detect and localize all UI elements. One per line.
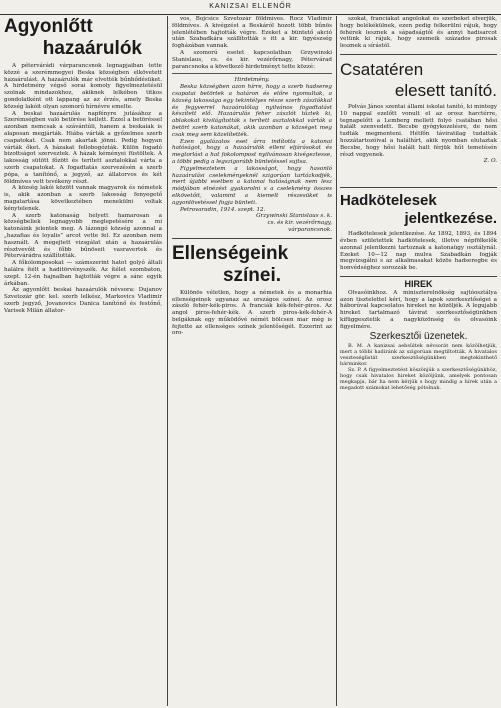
divider	[172, 238, 332, 239]
notice-signature: Grzywinski Stanislaus s. k.	[256, 213, 332, 220]
column-rule	[167, 16, 168, 706]
column-right	[340, 16, 497, 706]
divider	[340, 54, 497, 55]
article-paragraph: A község lakói között vannak magyarok és németek is, akik azonban a szerb lakosság fenyegető magatartása következtében menekülni voltak kénytelenek.	[4, 185, 162, 212]
notice-paragraph: Beska községben azon hírre, hogy a szerb hadsereg csapatai betörtek a határon és előre nyomultak, a község lakossága egy tekintélyes része szerb zászlókkal és fegyverrel hazaárulólag nyilvános fogadtatást készített elő. Hazaárulás feher zászlót tűztek ki, ablakokat kivilágították s terített asztalokkal várták a betört szerb katonákat, akik azonban a községet meg csak meg sem közelítették.	[172, 84, 332, 138]
article-title-line2: jelentkezése.	[404, 210, 497, 228]
editorial-paragraph: Sz. P. A figyelmeztetést köszönjük a szerkesztőségünkhöz, hogy csak hivatalos hireket közöljünk, amelyek pontosan megkapja, bár ha nem kérjük s hogy mindig a hírek után a megadott számokat lehetőség pótolnak.	[340, 367, 497, 392]
notice-signature-rank: cs. és kir. vezérőrnagy,	[267, 220, 332, 227]
article-title-line2: elesett tanító.	[394, 80, 497, 100]
notice-place-date: Petrovaradin, 1914. szept. 12.	[180, 206, 266, 213]
column-middle	[172, 16, 332, 706]
article-paragraph: A beskai hazaárulás napfényre jutásához a Szerémségben való betörése kellett. Ezzel a betöréssel azonban nemcsak a szávántúli, hanem a beskaiak is alaposan megjárták. Hiába várták a győzelmes szerb csapatokat. Csak nem akartak jönni. Pedig hogyan várták őket. A házakat fellobogózták. Külön fogadó bizottságot szerveztek. A házak kéményei füstöltek. A lakosság sütött főzött és terített asztalokkal várta a szerb csapatokat. A fogadtatás szervezésén a szerb pópa, a tanítónő, a jegyző, az állatorvos és két földmíves vett tevékeny részt.	[4, 110, 162, 185]
article-paragraph: A szerb katonaság helyett hamarosan a községbeliek legnagyobb meglepetésére a mi katonáink jelentek meg. A lázongó község azonnal a „hazafias és loyalis” arcot vette fel. Ez azonban nem használt. A megejtett vizsgálat után a hazaárulás résztvevőit és főbb bűnöseit vasravertek és Pétervárádra szállították.	[4, 212, 162, 260]
article-signature: Z. O.	[483, 158, 497, 165]
section-title-editorial: Szerkesztői üzenetek.	[369, 330, 468, 342]
column-left	[4, 16, 162, 706]
article-paragraph: A főkolomposokat — számszerint hatot golyó általi halálra ítélt a haditörvényszék. Az ítélet szombaton, szept. 12-én hajnalban hajtották végre a sánc egyik árkában.	[4, 260, 162, 287]
running-header: KANIZSAI ELLENŐR	[0, 0, 501, 15]
article-paragraph: vos, Bojcsics Szvetozár földmíves. Rocz Vladimir földmíves. A kivégzést a Beskáról hozott több bűnös jelenlétében hajtották végre. Ezeket a büntető akció után Szabadkára szállították s itt a kir. ügyészség fogházában vannak.	[172, 16, 332, 50]
notice-title: Hirdetmény.	[234, 77, 270, 84]
article-paragraph: A pétervárádi várparancsnok legnapjaiban tette közzé a szerémmegyei Beska községben elkövetett hazaárulást. A hazaárulók már elvették bűnhődésüket. A hirdetmény végső sorai komoly figyelmeztetésül szolnak mindazokhoz, akiknek lelkében titkos gondolatként ott lappang az az érzés, amely Beska község lakóit olyan szomorú hírnévre emelte.	[4, 63, 162, 110]
article-paragraph: Hadkötelesek jelentkezése. Az 1892, 1893, és 1894 évben születettek hadkötelesek, illetve népfölkelők azonnal jelentkezni tartoznak a katonaügy osztálynál. Ezeket 10—12 nap mulva Szabadkán fogják megvizsgálni s az alkalmasakat közös hadseregbe és honvédséghez sorozzák be.	[340, 231, 497, 272]
article-paragraph: Polvás János szentai állami iskolai tanító, ki mintegy 10 nappal ezelőtt vonult el az orosz harctérre, tegnapelőtt a Lemberg mellett folyó csatában hősi halált szenvedett. Becsbe gyógykezelésre, de nem tudták megmenteni. Hétfőn táviratilag tudatták hozzátartozóival a halálhírt, akik nyomban elutaztak Becsbe, hogy hősi halált halt férjük hűt temetésén részt vegyenek.	[340, 103, 497, 158]
divider	[340, 187, 497, 188]
divider	[340, 276, 497, 277]
editorial-paragraph: B. M. A kanizsai aebsültek névsorát nem közölhetjük, mert a többi hadiránk az szigorúan megtiltották. A hivatalos veszteséglistát szerkesztőségünkben megtekinthető bárminkor.	[340, 343, 497, 368]
divider	[172, 73, 332, 74]
article-paragraph: Az agyonlőtt beskai hazaárulók névsora: Dujanov Szvetozár gör. kel. szerb lelkész, Markovics Vladimir szerb jegyző, Jovanovics Danica tanítónő és festőnő, Varisek Milán állator-	[4, 287, 162, 314]
article-title-line2: színei.	[222, 264, 282, 286]
news-paragraph: Olvasóinkhoz. A miniszterelnökség sajtóosztálya azon tisztelettel kéri, hogy a lapok szerkesztőségei a háborúval kapcsolatos hireket ne közöljék. A legujabb hireket tartalmazó távirat szerkesztőségünkben kifüggesztetik a nagyközönség és olvasóink figyelmére.	[340, 289, 497, 330]
article-title-line1: Agyonlőtt	[4, 16, 93, 37]
article-paragraph: szokat, franciákat angolokat és szerbeket elverjük, hogy belékékülnek, ezen pedig felkerülni rájuk, hogy fehérek lesznek a sápadságtól és annyi hadisarcot vetünk ki rájuk, hogy szemeik százados pirosak lesznek a sírástól.	[340, 16, 497, 50]
article-paragraph: Különös véletlen, hogy a németek és a monarhia ellenségeinek ugyanaz az országos színei. Az orosz zászló fehér-kék-piros. A franciák kék-fehér-piros. Az angol piros-fehér-kék. A szerb piros-kék-fehér-A belgáknak egy működővé némét bölcsen mar még is fejtette az ellenséges színek jelentőségét. Ezzerint az oro-	[172, 289, 332, 337]
section-title-news: HIREK	[404, 278, 433, 289]
notice-paragraph: Figyelmeztetem a lakosságot, hogy hasonló hazaárulási cselekményeknél szigorúan tartózkodjék, mert újabbi esetben a katonai hatóságnak nem lesz módjában elnézést gyakorolni s a cselekmény összes elkövetőit, valamint a kiemelt részesüket is agyonlövetéssel fogja bünteti.	[172, 165, 332, 206]
article-title-line1: Ellenségeink	[172, 242, 289, 264]
column-rule	[336, 16, 337, 706]
article-title-line1: Hadkötelesek	[340, 192, 437, 210]
article-title-line2: hazaárulók	[42, 38, 142, 59]
article-title-line1: Csatatéren	[340, 59, 424, 79]
notice-paragraph: Ezen gyalázatos eset árra indította a katonai hatóságot, hogy a hazaárulók elleni eljárásokat és megtorlást a hat fokolompost nyilvánosan kivégeztesse, a többi pedig a legszigorúbb büntetéssel sujtsa.	[172, 138, 332, 165]
notice-intro: A szomorú esetet kapcsolatban Grzywinski Stanislaus, cs. és kir. vezérőrnagy, Pétervárad parancsnoka a következő hirdetményt tette közzé:	[172, 49, 332, 70]
notice-signature-office: várparancsnok.	[288, 226, 332, 233]
